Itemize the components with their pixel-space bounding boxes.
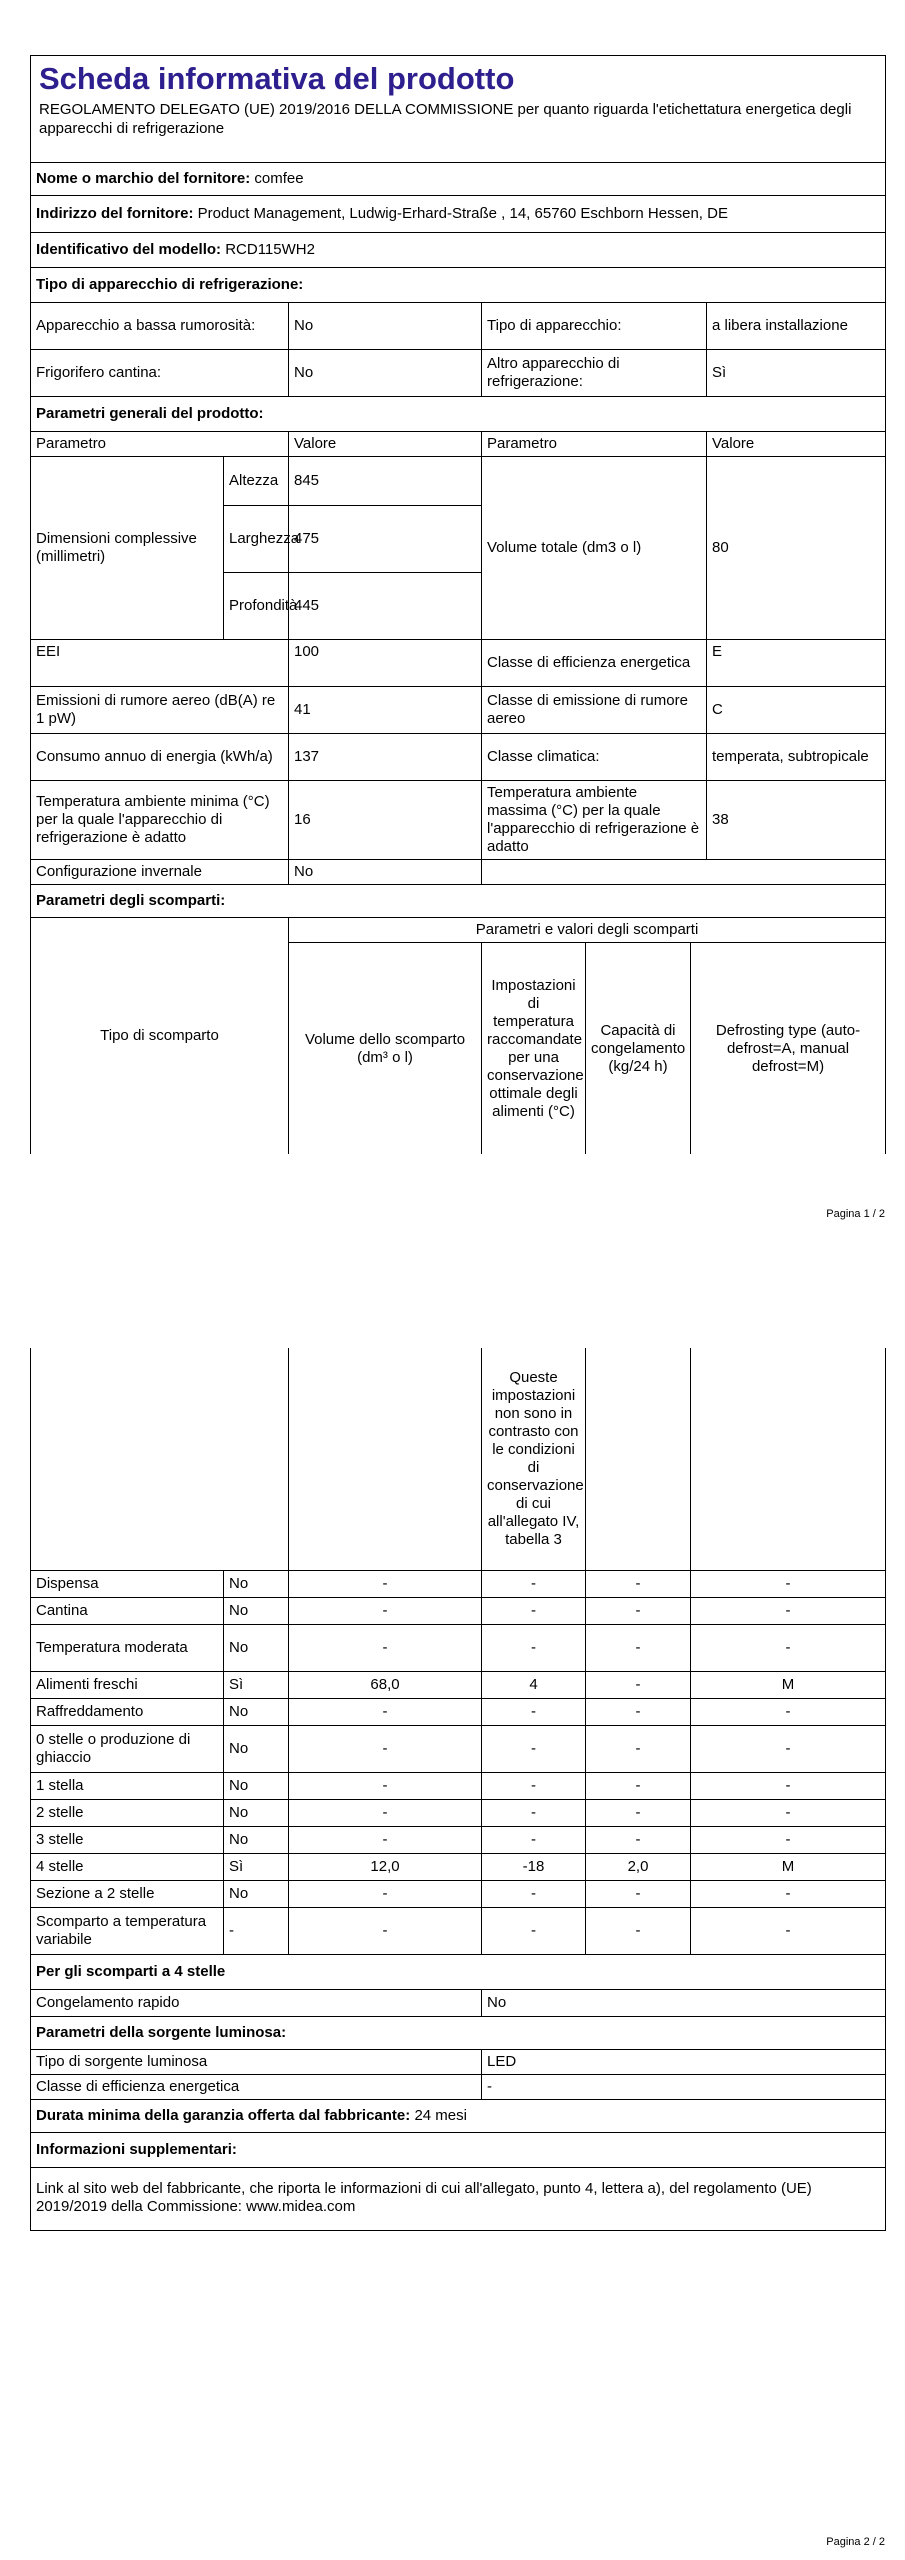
eff-class-value: E [707,640,886,687]
compartment-freeze: - [586,1625,691,1672]
compartment-row [31,1773,886,1800]
compartment-present: No [224,1800,289,1827]
height-label: Altezza [224,457,289,506]
compartment-name: Sezione a 2 stelle [31,1881,224,1908]
compartment-name: 4 stelle [31,1854,224,1881]
compartment-type-label: Tipo di scomparto [31,918,289,1154]
winter-value: No [289,860,482,885]
compartment-row [31,1908,886,1955]
page-number-2: Pagina 2 / 2 [826,2536,885,2548]
col-value-2: Valore [707,432,886,457]
regulation-text: REGOLAMENTO DELEGATO (UE) 2019/2016 DELLA COMMISSIONE per quanto riguarda l'etichettatura energetica degli apparecchi di refrigerazione [39,101,852,137]
compartment-temp: - [482,1625,586,1672]
compartment-present: No [224,1881,289,1908]
compartment-defrost: - [691,1571,886,1598]
compartment-defrost: - [691,1625,886,1672]
supplier-name-label: Nome o marchio del fornitore: [36,170,251,187]
compartment-defrost: - [691,1773,886,1800]
climate-label: Classe climatica: [482,734,707,781]
eei-value: 100 [289,640,482,687]
light-type-label: Tipo di sorgente luminosa [31,2050,482,2075]
compartment-temp: - [482,1773,586,1800]
compartment-freeze: - [586,1726,691,1773]
page-title: Scheda informativa del prodotto [39,61,515,96]
compartment-row [31,1800,886,1827]
tmax-value: 38 [707,781,886,860]
compartment-present: Sì [224,1672,289,1699]
compartment-temp: - [482,1827,586,1854]
compartment-defrost: - [691,1598,886,1625]
compartment-row [31,1625,886,1672]
compartment-freeze: - [586,1672,691,1699]
compartment-present: No [224,1726,289,1773]
compartment-present: Sì [224,1854,289,1881]
compartment-row [31,1881,886,1908]
compartment-name: Scomparto a temperatura variabile [31,1908,224,1955]
height-value: 845 [289,457,482,506]
compartment-volume: - [289,1571,482,1598]
compartment-defrost: - [691,1908,886,1955]
depth-value: 445 [289,573,482,640]
compartment-volume: - [289,1881,482,1908]
compartment-temp: - [482,1571,586,1598]
light-class-label: Classe di efficienza energetica [31,2075,482,2100]
col-value-1: Valore [289,432,482,457]
width-value: 475 [289,506,482,573]
compartment-freeze: - [586,1800,691,1827]
compartment-row [31,1598,886,1625]
compartment-present: No [224,1571,289,1598]
compartment-freeze: - [586,1598,691,1625]
compartment-volume: - [289,1773,482,1800]
compartment-temp: - [482,1726,586,1773]
consumption-label: Consumo annuo di energia (kWh/a) [31,734,289,781]
compartment-name: Dispensa [31,1571,224,1598]
compartment-volume: - [289,1827,482,1854]
noise-class-value: C [707,687,886,734]
col-temp-header: Impostazioni di temperatura raccomandate per una conservazione ottimale degli alimenti (°C) [482,943,586,1155]
model-id: RCD115WH2 [225,241,315,258]
other-appliance-label: Altro apparecchio di refrigerazione: [482,350,707,397]
compartment-defrost: M [691,1854,886,1881]
compartment-row [31,1854,886,1881]
page-number-1: Pagina 1 / 2 [826,1208,885,1220]
compartment-name: 2 stelle [31,1800,224,1827]
supplier-name: comfee [254,170,304,187]
compartment-temp: - [482,1908,586,1955]
noise-class-label: Classe di emissione di rumore aereo [482,687,707,734]
other-appliance-value: Sì [707,350,886,397]
winter-label: Configurazione invernale [31,860,289,885]
compartment-volume: 68,0 [289,1672,482,1699]
compartment-defrost: M [691,1672,886,1699]
compartment-volume: - [289,1625,482,1672]
appliance-type-value: a libera installazione [707,303,886,350]
additional-text: Link al sito web del fabbricante, che riporta le informazioni di cui all'allegato, punto 4, lettera a), del regolamento (UE) 2019/2019 della Commissione: [36,2180,812,2215]
compartment-row [31,1672,886,1699]
wine-value: No [289,350,482,397]
compartment-freeze: - [586,1827,691,1854]
depth-label: Profondità [224,573,289,640]
compartment-heading: Parametri degli scomparti: [31,885,886,918]
compartment-header-table [30,918,886,1154]
fast-freeze-value: No [482,1990,886,2017]
compartment-temp: - [482,1598,586,1625]
compartment-row [31,1827,886,1854]
compartment-freeze: 2,0 [586,1854,691,1881]
noise-value: 41 [289,687,482,734]
manufacturer-link[interactable]: www.midea.com [246,2198,356,2215]
compartment-present: No [224,1598,289,1625]
compartment-volume: 12,0 [289,1854,482,1881]
compartment-freeze: - [586,1773,691,1800]
compartment-temp: 4 [482,1672,586,1699]
additional-heading: Informazioni supplementari: [31,2133,886,2168]
general-heading: Parametri generali del prodotto: [31,397,886,432]
page-1 [30,55,885,1187]
col-temp-note: Queste impostazioni non sono in contrasto con le condizioni di conservazione di cui all'allegato IV, tabella 3 [482,1348,586,1571]
four-star-heading: Per gli scomparti a 4 stelle [31,1955,886,1990]
tmin-label: Temperatura ambiente minima (°C) per la quale l'apparecchio di refrigerazione è adatto [31,781,289,860]
total-volume-value: 80 [707,457,886,640]
page-2 [30,1348,885,2228]
eei-label: EEI [31,640,289,687]
compartment-present: - [224,1908,289,1955]
compartment-table [30,1348,886,2231]
compartment-temp: - [482,1881,586,1908]
light-type-value: LED [482,2050,886,2075]
tmax-label: Temperatura ambiente massima (°C) per la quale l'apparecchio di refrigerazione è adatto [482,781,707,860]
compartment-temp: - [482,1800,586,1827]
compartment-freeze: - [586,1881,691,1908]
low-noise-value: No [289,303,482,350]
light-heading: Parametri della sorgente luminosa: [31,2017,886,2050]
col-freeze-header: Capacità di congelamento (kg/24 h) [586,943,691,1155]
compartment-defrost: - [691,1827,886,1854]
climate-value: temperata, subtropicale [707,734,886,781]
compartment-volume: - [289,1800,482,1827]
compartment-present: No [224,1827,289,1854]
compartment-freeze: - [586,1699,691,1726]
compartment-name: 0 stelle o produzione di ghiaccio [31,1726,224,1773]
light-class-value: - [482,2075,886,2100]
compartment-volume: - [289,1908,482,1955]
compartment-row [31,1726,886,1773]
compartment-name: Temperatura moderata [31,1625,224,1672]
compartment-name: Raffreddamento [31,1699,224,1726]
product-info-table [30,55,886,918]
consumption-value: 137 [289,734,482,781]
compartment-present: No [224,1773,289,1800]
width-label: Larghezza [224,506,289,573]
compartment-volume: - [289,1598,482,1625]
supplier-address-label: Indirizzo del fornitore: [36,205,194,222]
compartment-name: Alimenti freschi [31,1672,224,1699]
appliance-type-heading: Tipo di apparecchio di refrigerazione: [31,268,886,303]
compartment-temp: - [482,1699,586,1726]
compartment-name: Cantina [31,1598,224,1625]
total-volume-label: Volume totale (dm3 o l) [482,457,707,640]
warranty-label: Durata minima della garanzia offerta dal fabbricante: [36,2107,411,2124]
appliance-type-label: Tipo di apparecchio: [482,303,707,350]
col-param-2: Parametro [482,432,707,457]
compartment-defrost: - [691,1726,886,1773]
compartment-row [31,1571,886,1598]
supplier-address: Product Management, Ludwig-Erhard-Straße , 14, 65760 Eschborn Hessen, DE [197,205,728,222]
compartment-defrost: - [691,1699,886,1726]
compartment-values-label: Parametri e valori degli scomparti [289,918,886,943]
noise-label: Emissioni di rumore aereo (dB(A) re 1 pW) [31,687,289,734]
dimensions-label: Dimensioni complessive (millimetri) [31,457,224,640]
compartment-present: No [224,1625,289,1672]
warranty-value: 24 mesi [414,2107,467,2124]
compartment-volume: - [289,1726,482,1773]
compartment-volume: - [289,1699,482,1726]
tmin-value: 16 [289,781,482,860]
compartment-name: 1 stella [31,1773,224,1800]
compartment-defrost: - [691,1881,886,1908]
compartment-row [31,1699,886,1726]
compartment-defrost: - [691,1800,886,1827]
fast-freeze-label: Congelamento rapido [31,1990,482,2017]
compartment-present: No [224,1699,289,1726]
col-param-1: Parametro [31,432,289,457]
eff-class-label: Classe di efficienza energetica [482,640,707,687]
compartment-freeze: - [586,1908,691,1955]
col-defrost-header: Defrosting type (auto-defrost=A, manual defrost=M) [691,943,886,1155]
wine-label: Frigorifero cantina: [31,350,289,397]
compartment-temp: -18 [482,1854,586,1881]
compartment-name: 3 stelle [31,1827,224,1854]
col-volume-header: Volume dello scomparto (dm³ o l) [289,943,482,1155]
low-noise-label: Apparecchio a bassa rumorosità: [31,303,289,350]
model-label: Identificativo del modello: [36,241,222,258]
compartment-freeze: - [586,1571,691,1598]
